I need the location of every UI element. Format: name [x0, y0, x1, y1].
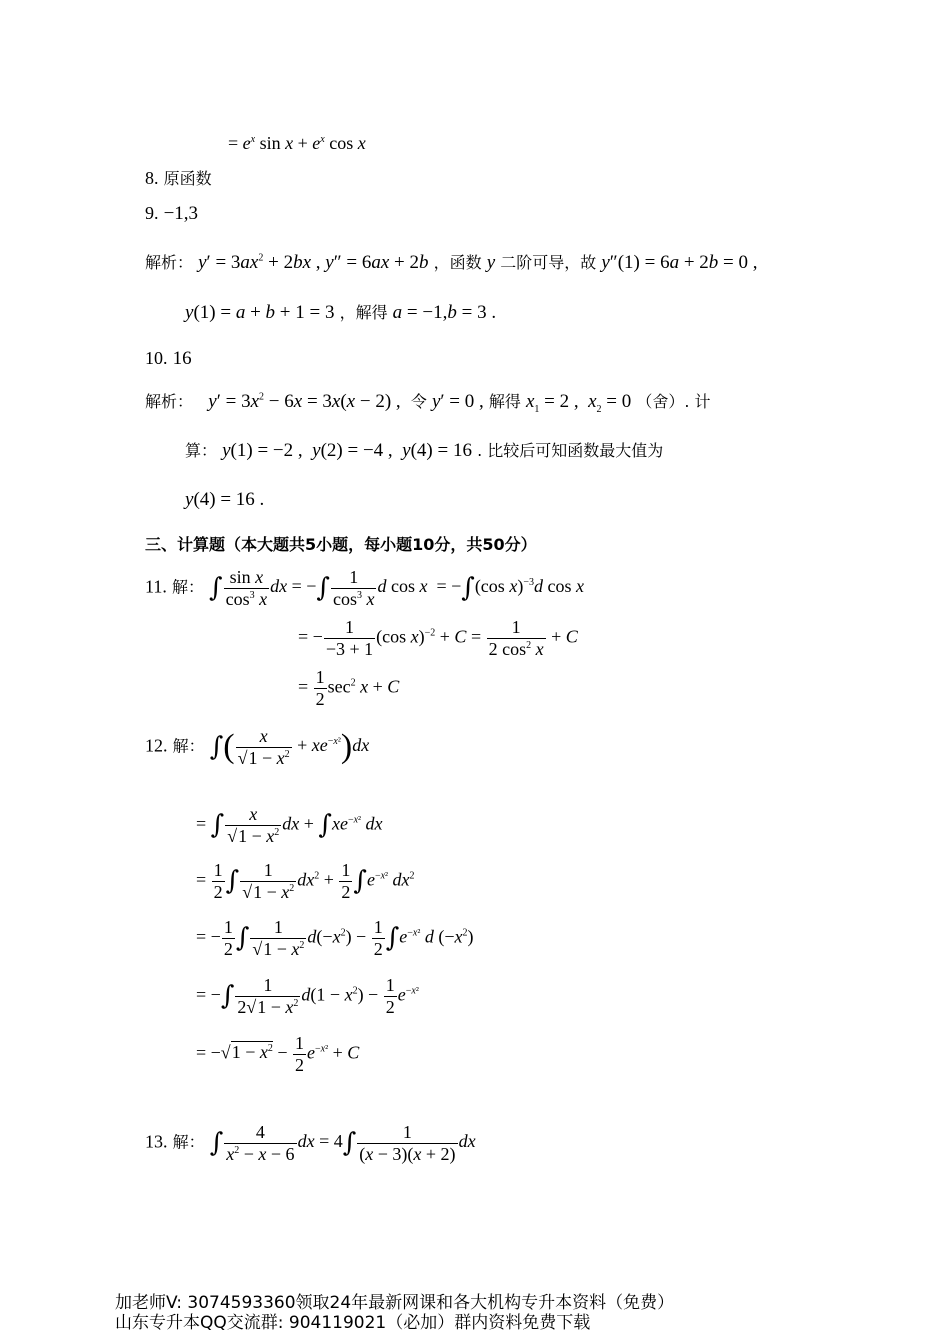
section-title: 三、计算题（本大题共5小题，每小题10分，共50分）	[145, 535, 537, 554]
question-number: 13.	[145, 1131, 168, 1152]
formula: y′ = 0 ,	[431, 391, 484, 412]
solve-label: 解：	[172, 736, 205, 756]
explanation-9-line1	[145, 253, 758, 272]
answer-8	[145, 169, 212, 187]
formula: y″(1) = 6a + 2b = 0 ,	[601, 252, 758, 273]
solution-12-line4: = − $\frac{1}{2}$ ∫ $\frac{1}{√1 - x^2}$ $d(-x^2)$ − $\frac{1}{2}$ $\int e^{-x^2}$ d $(-x^2)$	[196, 917, 474, 959]
solve-label: 解：	[171, 577, 204, 597]
formula: $y' = 3x^2 - 6x = 3x(x - 2)$ ,	[208, 391, 401, 412]
solution-12-line5: = −∫ $\frac{1}{2√1 - x^2}$ $d(1 - x^2)$ − $\frac{1}{2}$ $e^{-x^2}$	[196, 975, 419, 1017]
text: ，函数	[433, 253, 482, 272]
text: 令	[410, 392, 427, 411]
formula: y	[486, 252, 496, 273]
solve-label: 解：	[172, 1132, 205, 1152]
answer-text: 16	[172, 348, 192, 369]
text: 解得	[488, 392, 521, 411]
solution-12-line3: = $\frac{1}{2}$ ∫ $\frac{1}{√1 - x^2}$ $dx^2$ + $\frac{1}{2}$ $\int e^{-x^2}$ $dx^2$	[196, 860, 415, 902]
formula: ∫ $\frac{4}{x^2 - x - 6}$ dx = 4∫ $\frac{1}{(x - 3)(x + 2)}$ dx	[209, 1122, 476, 1164]
solution-11-line2: = − $\frac{1}{-3 + 1}$ (cos x)$^{-2}$ + C = $\frac{1}{2 \cos^2 x}$ + C	[298, 617, 578, 659]
answer-9	[145, 204, 198, 223]
explanation-10-line2	[185, 441, 663, 460]
solution-12-line1	[145, 726, 369, 768]
answer-10	[145, 349, 192, 368]
explanation-10-line3: y(4) = 16 .	[185, 489, 265, 510]
formula: ∫ $\frac{\text{sin x}}{\cos^3 x}$ dx = −∫ $\frac{1}{\cos^3 x}$ d cos x = −∫(cos x)$^{-3}$d cos x	[209, 567, 584, 609]
text: 算：	[185, 441, 218, 460]
formula: y(1) = −2 , y(2) = −4 , y(4) = 16	[222, 440, 472, 461]
footer-line-1: 加老师V: 3074593360领取24年最新网课和各大机构专升本资料（免费）	[115, 1293, 675, 1313]
solution-12-line2: = ∫ $\frac{x}{√1 - x^2}$ dx + $\int xe^{-x^2}$ dx	[196, 804, 383, 846]
text: 二阶可导，故	[500, 253, 597, 272]
formula: ∫( $\frac{x}{√1 - x^2}$ + $xe^{-x^2})dx$	[209, 726, 370, 768]
explanation-10-line1	[145, 392, 711, 415]
formula: a = −1,b = 3 .	[392, 302, 497, 323]
solution-12-line6: = $-√1 - x^2$ − $\frac{1}{2}$ $e^{-x^2} + C$	[196, 1033, 360, 1075]
question-number: 9.	[145, 203, 159, 223]
answer-text: 原函数	[163, 169, 212, 188]
text: ，解得	[339, 303, 388, 322]
text: . 比较后可知函数最大值为	[477, 441, 664, 460]
explanation-9-line2	[185, 303, 496, 322]
question-number: 12.	[145, 735, 168, 756]
solution-13-line1	[145, 1122, 476, 1164]
formula: y(1) = a + b + 1 = 3	[185, 302, 335, 323]
footer-line-2: 山东专升本QQ交流群: 904119021（必加）群内资料免费下载	[115, 1313, 591, 1333]
question-number: 11.	[145, 576, 167, 597]
formula: $x_1 = 2$ , $x_2 = 0$	[525, 391, 632, 415]
text: （舍）. 计	[636, 392, 711, 411]
solution-11-line1	[145, 567, 584, 609]
question-number: 8.	[145, 168, 159, 188]
explanation-label: 解析：	[145, 253, 194, 272]
answer-text: −1,3	[163, 203, 199, 224]
formula-derivative-result: = $e^x$ $\sin x + e^x$ cos x	[228, 133, 366, 153]
question-number: 10.	[145, 348, 168, 368]
explanation-label: 解析：	[145, 392, 194, 411]
formula: $y' = 3ax^2 + 2bx$ , y″ = 6ax + 2b	[198, 252, 429, 273]
solution-11-line3: = $\frac{1}{2}$ $\sec^2 x + C$	[298, 667, 400, 709]
